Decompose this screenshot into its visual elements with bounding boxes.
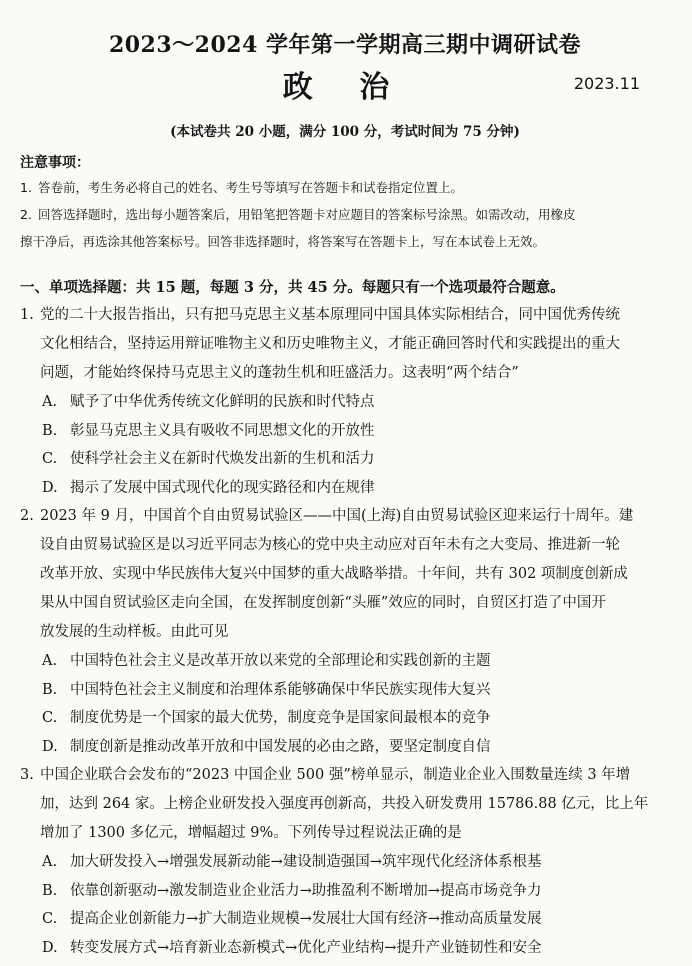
notes-title: 注意事项：	[20, 155, 90, 171]
question-text: 增加了 1300 多亿元，增幅超过 9%。下列传导过程说法正确的是	[40, 825, 462, 841]
option-text: 中国特色社会主义是改革开放以来党的全部理论和实践创新的主题	[70, 653, 491, 669]
option	[20, 417, 670, 446]
subject-heading: 政 治	[282, 70, 408, 105]
option	[20, 676, 670, 705]
option-text: 彰显马克思主义具有吸收不同思想文化的开放性	[70, 422, 375, 439]
option-letter: C.	[42, 911, 58, 927]
exam-date: 2023.11	[573, 74, 640, 93]
option	[20, 445, 670, 474]
question-text: 问题，才能始终保持马克思主义的蓬勃生机和旺盛活力。这表明“两个结合”	[40, 365, 519, 381]
option-text: 制度优势是一个国家的最大优势，制度竞争是国家间最根本的竞争	[70, 710, 491, 726]
option	[20, 474, 670, 503]
note-item	[20, 174, 670, 201]
option-letter: A.	[42, 854, 58, 870]
option-text: 使科学社会主义在新时代焕发出新的生机和活力	[70, 451, 375, 467]
subject-row	[20, 66, 670, 110]
exam-title: 2023～2024 学年第一学期高三期中调研试卷	[108, 32, 582, 58]
option-text: 提高企业创新能力→扩大制造业规模→发展壮大国有经济→推动高质量发展	[70, 911, 542, 927]
option-text: 制度创新是推动改革开放和中国发展的必由之路，要坚定制度自信	[70, 738, 491, 755]
option	[20, 877, 670, 906]
question-text: 2023 年 9 月，中国首个自由贸易试验区——中国(上海)自由贸易试验区迎来运行十周年。建	[40, 508, 634, 524]
option-letter: A.	[42, 653, 58, 669]
option-letter: B.	[42, 681, 58, 698]
option-text: 揭示了发展中国式现代化的现实路径和内在规律	[70, 479, 375, 496]
option-letter: C.	[42, 451, 58, 467]
question-number: 3.	[20, 767, 34, 783]
note-number: 1.	[20, 180, 32, 195]
note-item	[20, 201, 670, 228]
question-text: 加，达到 264 家。上榜企业研发投入强度再创新高，共投入研发费用 15786.88 亿元，比上年	[40, 796, 649, 812]
question-text: 文化相结合，坚持运用辩证唯物主义和历史唯物主义，才能正确回答时代和实践提出的重大	[40, 336, 620, 352]
exam-info: (本试卷共 20 小题，满分 100 分，考试时间为 75 分钟)	[170, 124, 520, 140]
option-letter: B.	[42, 882, 58, 899]
question-number: 2.	[20, 508, 34, 524]
question-text: 放发展的生动样板。由此可见	[40, 624, 229, 640]
option	[20, 704, 670, 733]
option-letter: D.	[42, 939, 58, 956]
question-text: 党的二十大报告指出，只有把马克思主义基本原理同中国具体实际相结合，同中国优秀传统	[40, 307, 620, 323]
option	[20, 934, 670, 963]
option-text: 转变发展方式→培育新业态新模式→优化产业结构→提升产业链韧性和安全	[70, 939, 542, 956]
option-letter: C.	[42, 710, 58, 726]
question-text: 中国企业联合会发布的“2023 中国企业 500 强”榜单显示，制造业企业入围数量连续 3 年增	[40, 767, 631, 783]
option-letter: D.	[42, 479, 58, 496]
question-line	[20, 502, 670, 531]
option-text: 依靠创新驱动→激发制造业企业活力→助推盈利不断增加→提高市场竞争力	[70, 882, 542, 899]
option-letter: D.	[42, 738, 58, 755]
option	[20, 647, 670, 676]
option	[20, 905, 670, 934]
option-text: 中国特色社会主义制度和治理体系能够确保中华民族实现伟大复兴	[70, 681, 491, 698]
note-text-continued: 擦干净后，再选涂其他答案标号。回答非选择题时，将答案写在答题卡上，写在本试卷上无效。	[20, 234, 546, 249]
option	[20, 848, 670, 877]
note-text: 回答选择题时，选出每小题答案后，用铅笔把答题卡对应题目的答案标号涂黑。如需改动，用橡皮	[37, 207, 576, 222]
option-text: 加大研发投入→增强发展新动能→建设制造强国→筑牢现代化经济体系根基	[70, 854, 542, 870]
question-text: 设自由贸易试验区是以习近平同志为核心的党中央主动应对百年未有之大变局、推进新一轮	[40, 537, 620, 553]
note-number: 2.	[20, 207, 32, 222]
option-text: 赋予了中华优秀传统文化鲜明的民族和时代特点	[70, 394, 375, 410]
question-line	[20, 761, 670, 790]
section-title: 一、单项选择题：共 15 题，每题 3 分，共 45 分。每题只有一个选项最符合题意。	[20, 279, 565, 296]
option	[20, 733, 670, 762]
note-text: 答卷前，考生务必将自己的姓名、考生号等填写在答题卡和试卷指定位置上。	[37, 180, 463, 195]
question-text: 改革开放、实现中华民族伟大复兴中国梦的重大战略举措。十年间，共有 302 项制度创新成	[40, 566, 628, 582]
option	[20, 388, 670, 417]
option-letter: B.	[42, 422, 58, 439]
question-line	[20, 301, 670, 330]
option-letter: A.	[42, 394, 58, 410]
question-number: 1.	[20, 307, 34, 323]
question-text: 果从中国自贸试验区走向全国，在发挥制度创新“头雁”效应的同时，自贸区打造了中国开	[40, 595, 606, 611]
